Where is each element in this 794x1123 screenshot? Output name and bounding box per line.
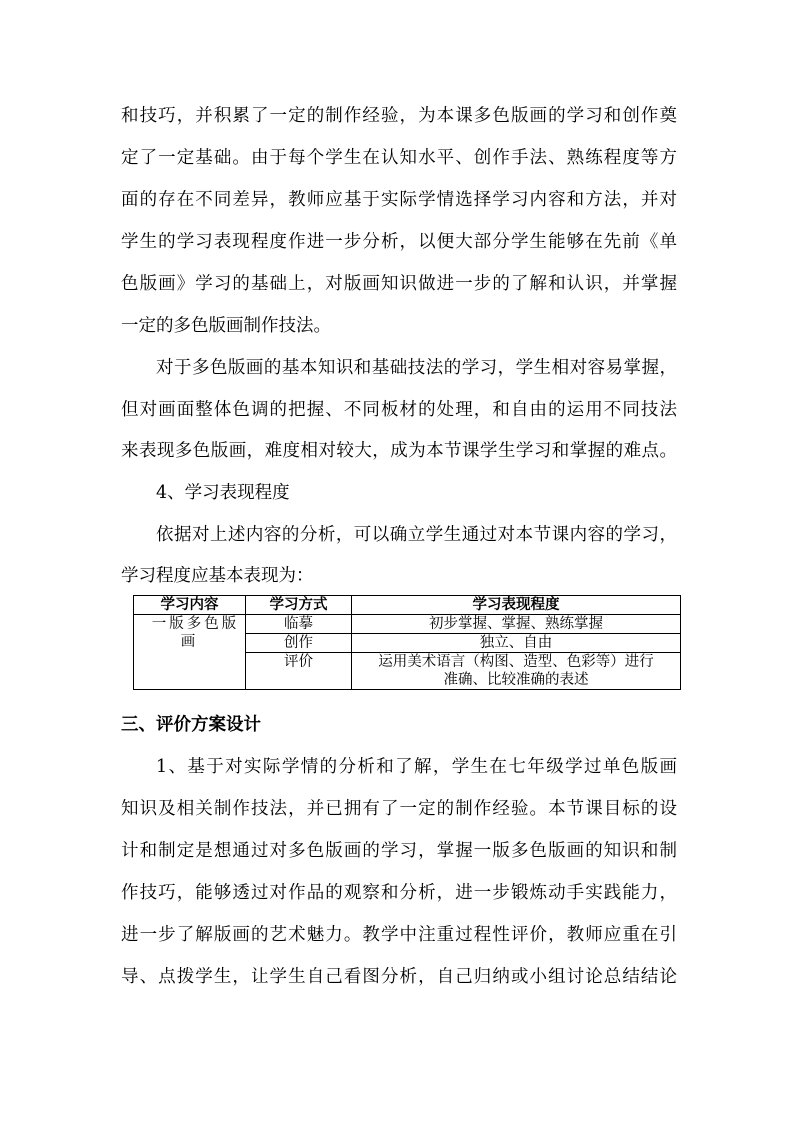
- method-cell: 评价: [246, 653, 352, 690]
- paragraph-line: 作技巧，能够透过对作品的观察和分析，进一步锻炼动手实践能力，: [121, 883, 677, 903]
- paragraph-line: 面的存在不同差异，教师应基于实际学情选择学习内容和方法，并对: [121, 190, 677, 210]
- paragraph-line: 定了一定基础。由于每个学生在认知水平、创作手法、熟练程度等方: [121, 148, 677, 168]
- table-header: 学习内容: [134, 596, 246, 615]
- table-header: 学习表现程度: [352, 596, 681, 615]
- section-heading: 4、学习表现程度: [156, 483, 290, 503]
- topic-line: 一版多色版: [151, 616, 240, 632]
- topic-cell: [134, 615, 246, 690]
- level-line: 运用美术语言（构图、造型、色彩等）进行: [378, 654, 654, 670]
- paragraph-line: 对于多色版画的基本知识和基础技法的学习，学生相对容易掌握，: [156, 358, 677, 378]
- level-cell: 独立、自由: [352, 634, 681, 653]
- section-heading: 三、评价方案设计: [121, 715, 261, 735]
- paragraph-line: 导、点拨学生，让学生自己看图分析，自己归纳或小组讨论总结结论: [121, 967, 677, 987]
- paragraph-line: 1、基于对实际学情的分析和了解，学生在七年级学过单色版画: [156, 757, 677, 777]
- paragraph-line: 和技巧，并积累了一定的制作经验，为本课多色版画的学习和创作奠: [121, 106, 677, 126]
- paragraph-line: 计和制定是想通过对多色版画的学习，掌握一版多色版画的知识和制: [121, 841, 677, 861]
- level-cell: 初步掌握、掌握、熟练掌握: [352, 615, 681, 634]
- performance-table: [133, 595, 681, 690]
- paragraph-line: 一定的多色版画制作技法。: [121, 316, 331, 336]
- level-line: 准确、比较准确的表述: [443, 672, 589, 688]
- paragraph-line: 学习程度应基本表现为：: [121, 566, 314, 586]
- table-header-row: [134, 596, 681, 615]
- paragraph-line: 依据对上述内容的分析，可以确立学生通过对本节课内容的学习，: [156, 525, 677, 545]
- paragraph-line: 知识及相关制作技法，并已拥有了一定的制作经验。本节课目标的设: [121, 799, 677, 819]
- level-cell: [352, 653, 681, 690]
- paragraph-line: 进一步了解版画的艺术魅力。教学中注重过程性评价，教师应重在引: [121, 925, 677, 945]
- paragraph-line: 色版画》学习的基础上，对版画知识做进一步的了解和认识，并掌握: [121, 274, 677, 294]
- method-cell: 创作: [246, 634, 352, 653]
- paragraph-line: 学生的学习表现程度作进一步分析，以便大部分学生能够在先前《单: [121, 232, 677, 252]
- paragraph-line: 来表现多色版画，难度相对较大，成为本节课学生学习和掌握的难点。: [121, 441, 677, 461]
- paragraph-line: 但对画面整体色调的把握、不同板材的处理，和自由的运用不同技法: [121, 400, 677, 420]
- table-row: [134, 615, 681, 634]
- table-header: 学习方式: [246, 596, 352, 615]
- method-cell: 临摹: [246, 615, 352, 634]
- topic-line: 画: [180, 634, 199, 650]
